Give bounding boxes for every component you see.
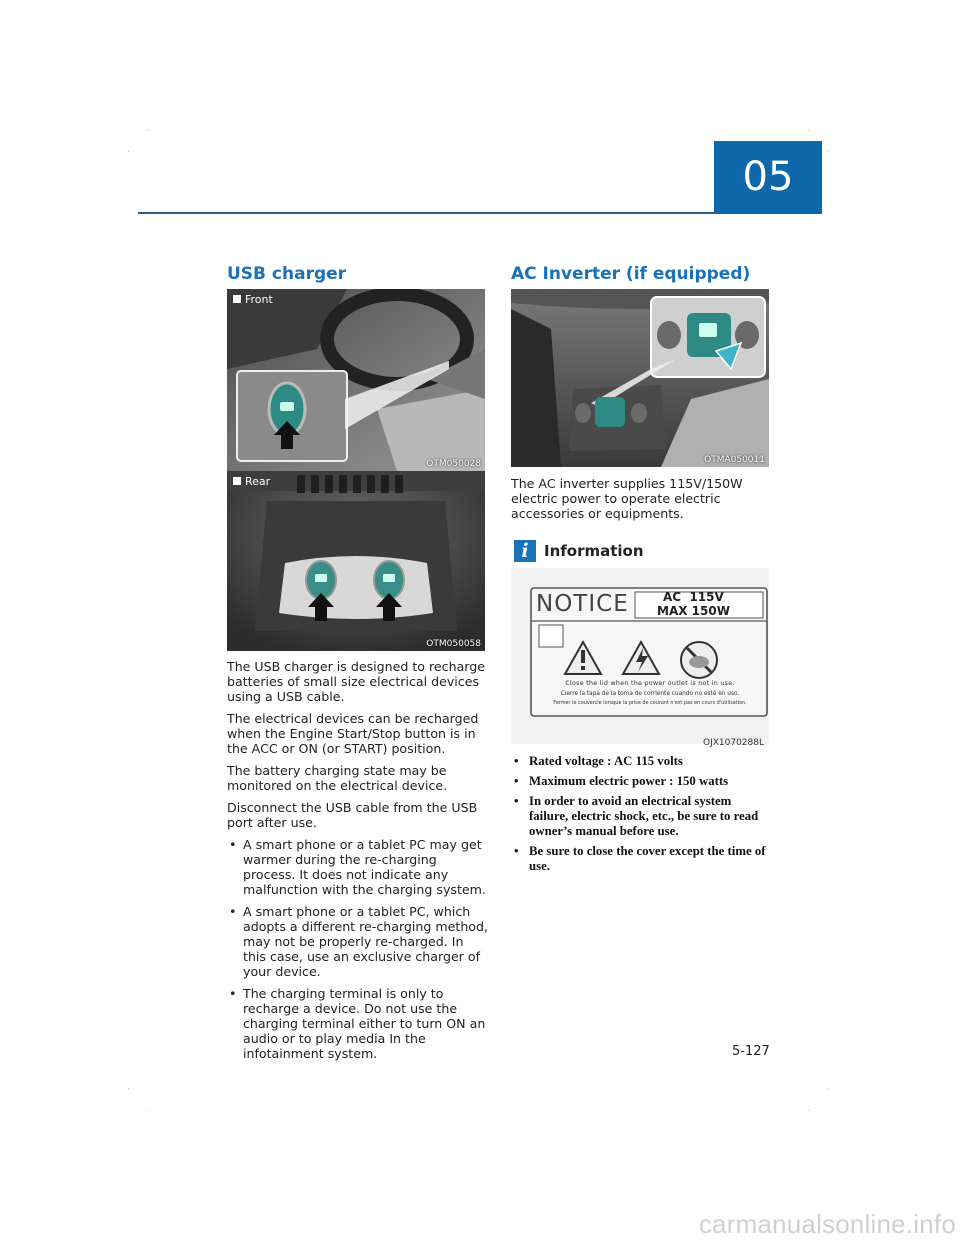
usb-heading: USB charger bbox=[227, 264, 347, 284]
notice-code: OJX1070288L bbox=[703, 738, 765, 748]
ac-bullet-list bbox=[512, 754, 772, 879]
crop-mark bbox=[828, 1088, 829, 1089]
list-item: • In order to avoid an electrical system failure, electric shock, etc., be sure to read owner’s manual before use. bbox=[512, 794, 772, 839]
front-tag: Front bbox=[233, 293, 273, 306]
crop-mark bbox=[148, 130, 149, 131]
ac-inverter-photo bbox=[511, 289, 769, 467]
usb-paragraph: The USB charger is designed to recharge batteries of small size electrical devices using a USB cable. bbox=[227, 659, 485, 704]
crop-mark bbox=[128, 1088, 129, 1089]
list-item: • The charging terminal is only to recharge a device. Do not use the charging terminal either to turn ON an audio or to play media In the infotainment system. bbox=[227, 986, 489, 1061]
notice-label-figure bbox=[511, 568, 769, 744]
notice-fr: Fermer le couvercle lorsque la prise de courant n'est pas en cours d'utilisation. bbox=[553, 700, 747, 706]
ac-paragraph: The AC inverter supplies 115V/150W electric power to operate electric accessories or equipments. bbox=[511, 476, 743, 521]
crop-mark bbox=[828, 151, 829, 152]
usb-paragraph: Disconnect the USB cable from the USB port after use. bbox=[227, 800, 478, 830]
usb-front-photo bbox=[227, 289, 485, 471]
crop-mark bbox=[808, 1110, 809, 1111]
info-title: Information bbox=[544, 542, 644, 560]
notice-ac: AC 115V bbox=[663, 590, 724, 604]
rear-photo-code: OTM050058 bbox=[426, 639, 481, 649]
page-number: 5-127 bbox=[732, 1044, 770, 1059]
notice-en: Close the lid when the power outlet is not in use. bbox=[565, 680, 735, 687]
header-rule bbox=[138, 212, 714, 214]
crop-mark bbox=[808, 130, 809, 131]
usb-rear-photo bbox=[227, 471, 485, 651]
rear-tag: Rear bbox=[233, 475, 270, 488]
ac-heading: AC Inverter (if equipped) bbox=[511, 264, 751, 284]
list-item: • Be sure to close the cover except the time of use. bbox=[512, 844, 772, 874]
notice-max: MAX 150W bbox=[657, 604, 730, 618]
list-item: • Rated voltage : AC 115 volts bbox=[512, 754, 772, 769]
list-item: • Maximum electric power : 150 watts bbox=[512, 774, 772, 789]
crop-mark bbox=[128, 151, 129, 152]
notice-es: Cierre la tapa de la toma de corriente cuando no esté en uso. bbox=[560, 691, 740, 697]
list-item: • A smart phone or a tablet PC, which adopts a different re-charging method, may not be properly re-charged. In this case, use an exclusive charger of your device. bbox=[227, 904, 489, 979]
info-icon: i bbox=[514, 540, 536, 562]
info-header bbox=[514, 540, 644, 562]
usb-paragraph: The electrical devices can be recharged when the Engine Start/Stop button is in the ACC or ON (or START) position. bbox=[227, 711, 479, 756]
usb-body bbox=[227, 659, 489, 1068]
ac-body bbox=[511, 476, 773, 528]
usb-paragraph: The battery charging state may be monitored on the electrical device. bbox=[227, 763, 448, 793]
watermark: carmanualsonline.info bbox=[698, 1209, 956, 1239]
crop-mark bbox=[148, 1110, 149, 1111]
chapter-tab: 05 bbox=[714, 141, 822, 214]
front-photo-code: OTM050028 bbox=[426, 459, 481, 469]
notice-word: NOTICE bbox=[536, 591, 629, 617]
list-item: • A smart phone or a tablet PC may get warmer during the re-charging process. It does not indicate any malfunction with the charging system. bbox=[227, 837, 489, 897]
usb-bullet-list bbox=[227, 837, 489, 1061]
ac-photo-code: OTMA050011 bbox=[704, 455, 765, 465]
